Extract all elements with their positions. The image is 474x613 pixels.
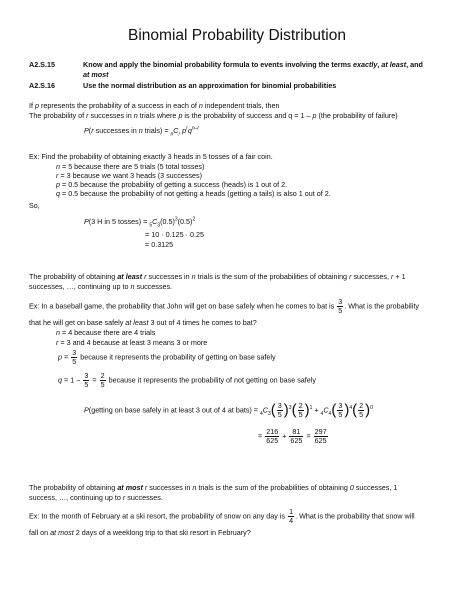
example2-q-def: q = 1 − $\frac{3}{5}$ = $\frac{2}{5}$ because it represents the probability of not getting on base safely: [58, 371, 316, 389]
atleast-line-2: successes, …, continuing up to n successes.: [29, 282, 173, 291]
example1-prompt: Ex: Find the probability of obtaining exactly 3 heads in 5 tosses of a fair coin.: [29, 152, 273, 161]
atmost-line-2: success, …, continuing up to r successes.: [29, 493, 163, 502]
example1-line-p: p = 0.5 because the probability of getting a success (heads) is 1 out of 2.: [56, 180, 288, 189]
standard-code-1: A2.S.15: [29, 60, 55, 69]
standard-text-1-cont: at most: [83, 70, 109, 79]
standard-code-2: A2.S.16: [29, 81, 55, 90]
standard-text-1: Know and apply the binomial probability formula to events involving the terms exactly, at least, and: [83, 60, 423, 69]
example1-line-q: q = 0.5 because the probability of not getting a heads (getting a tails) is also 1 out of 2.: [56, 189, 331, 198]
example3-prompt: Ex: In the month of February at a ski resort, the probability of snow on any day is $\frac{1}{4}$ . What is the probability that snow will: [29, 507, 415, 525]
example3-prompt-cont: fall on at most 2 days of a weeklong trip to that ski resort in February?: [29, 528, 251, 537]
fraction-3-5: $\frac{3}{5}$: [338, 297, 343, 315]
example2-result: = $\frac{216}{625}$ + $\frac{81}{625}$ = $\frac{297}{625}$: [258, 427, 327, 445]
example2-calc: P(getting on base safely in at least 3 out of 4 at bats) = $_4C_3$( $\frac{3}{5}$ )$^3$( $\frac{2}{5}$ )$^1 + _4C_4$( $\frac{3}{5}$ )$^4$( $\frac{2}{5}$ )$^0$: [84, 401, 373, 419]
intro-line-1: If p represents the probability of a success in each of n independent trials, then: [29, 101, 280, 110]
example1-line-n: n = 5 because there are 5 trials (5 total tosses): [56, 162, 205, 171]
page-title: Binomial Probability Distribution: [128, 27, 346, 44]
atmost-line-1: The probability of obtaining at most r successes in n trials is the sum of the probabilities of obtaining 0 successes, 1: [29, 483, 398, 492]
example1-line-r: r = 3 because we want 3 heads (3 successes): [56, 171, 203, 180]
example2-line-r: r = 3 and 4 because at least 3 means 3 or more: [56, 338, 208, 347]
example2-prompt-cont: that he will get on base safely at least 3 out of 4 times he comes to bat?: [29, 318, 257, 327]
example2-prompt: Ex: In a baseball game, the probability that John will get on base safely when he comes to bat is $\frac{3}{5}$ . What is the probability: [29, 297, 419, 315]
atleast-line-1: The probability of obtaining at least r successes in n trials is the sum of the probabilities of obtaining r successes, r + 1: [29, 272, 406, 281]
example2-line-n: n = 4 because there are 4 trials: [56, 328, 156, 337]
example1-calc-1: P(3 H in 5 tosses) = $_5C_3(0.5)^3(0.5)^2$: [84, 216, 196, 229]
example2-p-def: p = $\frac{3}{5}$ because it represents the probability of getting on base safely: [58, 348, 276, 366]
standard-text-2: Use the normal distribution as an approximation for binomial probabilities: [83, 81, 337, 90]
intro-line-2: The probability of r successes in n trials where p is the probability of success and q = 1 – p (the probability of failure): [29, 111, 398, 120]
fraction-1-4: $\frac{1}{4}$: [289, 507, 294, 525]
example1-so: So,: [29, 201, 40, 210]
example1-calc-3: = 0.3125: [145, 240, 174, 249]
binomial-formula: P(r successes in n trials) = $_nC_r$ $p^rq^{n-r}$: [84, 125, 200, 138]
example1-calc-2: = 10 · 0.125 · 0.25: [145, 230, 204, 239]
